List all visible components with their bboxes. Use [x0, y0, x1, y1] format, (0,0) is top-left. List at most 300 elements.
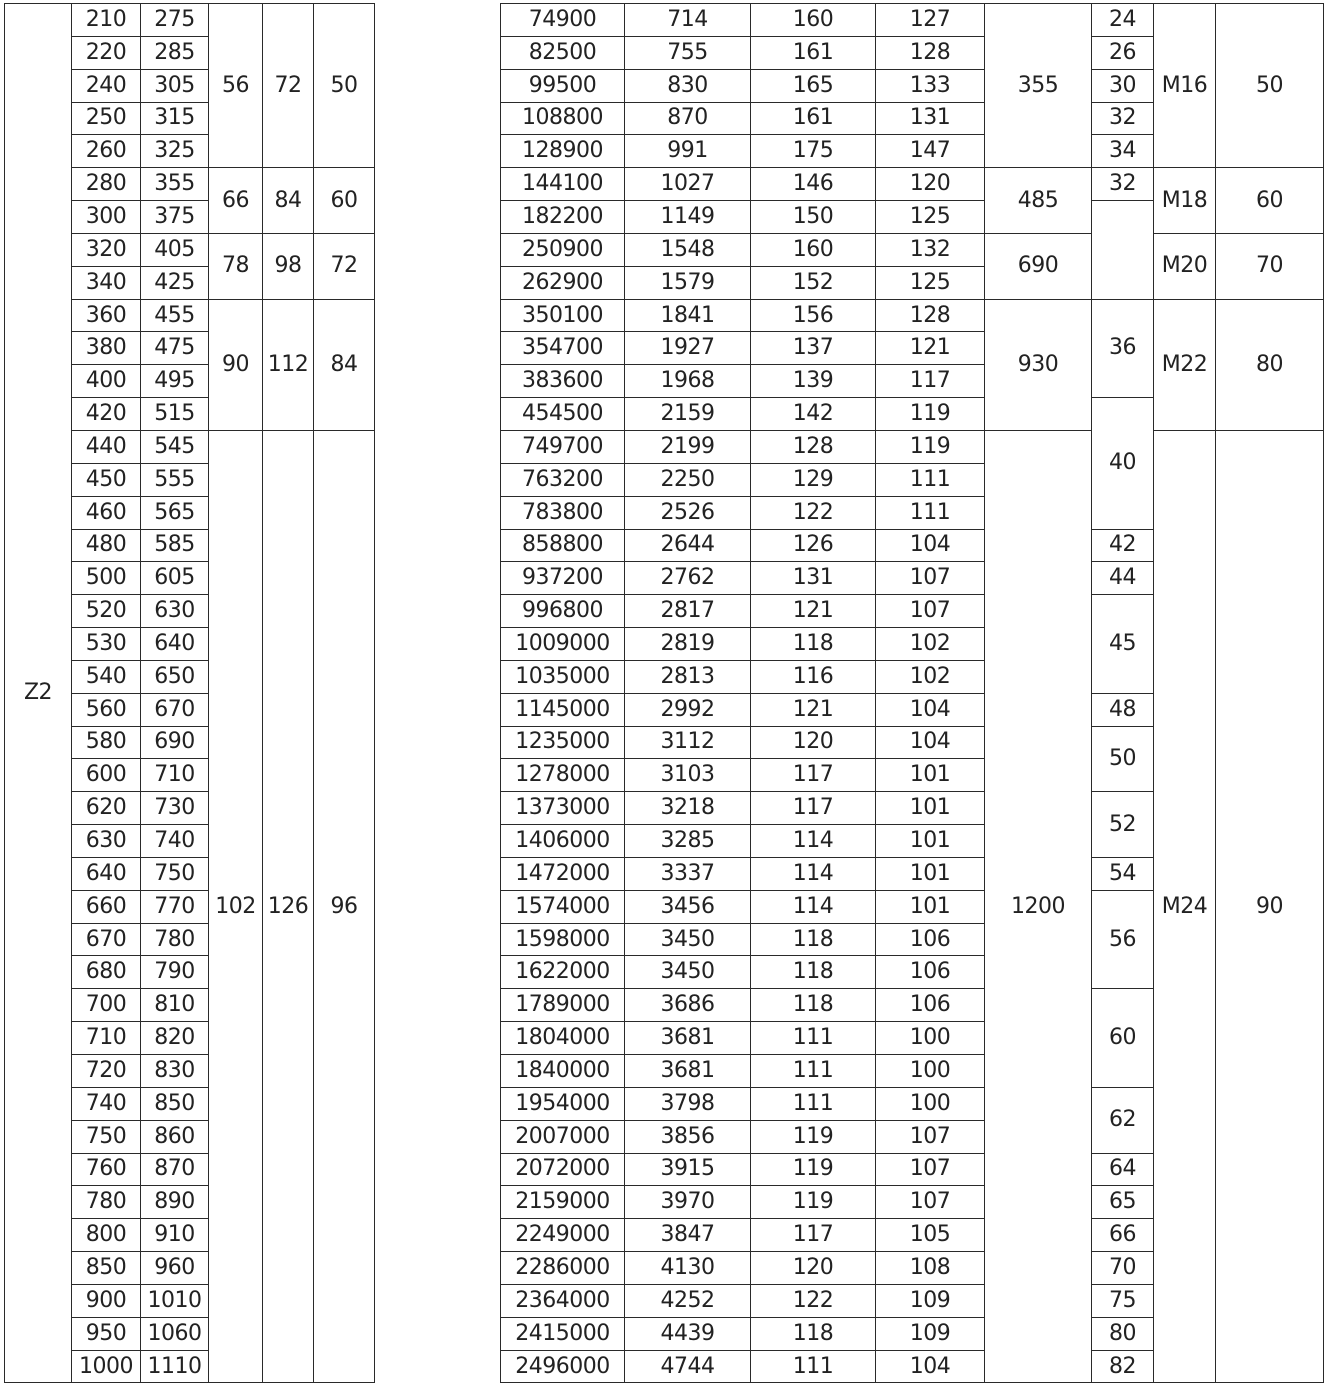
value-k-cell: 32: [1092, 168, 1154, 201]
value-h-cell: 160: [751, 233, 876, 266]
value-i-cell: 133: [876, 69, 985, 102]
size-cell: 640: [72, 857, 141, 890]
size-cell: 720: [72, 1055, 141, 1088]
value-k-cell: 24: [1092, 4, 1154, 37]
outer-size-cell: 640: [141, 628, 209, 661]
value-h-cell: 160: [751, 4, 876, 37]
size-cell: 560: [72, 693, 141, 726]
value-g-cell: 755: [625, 36, 751, 69]
value-i-cell: 108: [876, 1252, 985, 1285]
value-k-cell: 42: [1092, 529, 1154, 562]
table-row: [5, 168, 1324, 201]
outer-size-cell: 710: [141, 759, 209, 792]
value-h-cell: 119: [751, 1120, 876, 1153]
bolt-count-cell: 60: [1216, 168, 1324, 234]
value-h-cell: 118: [751, 989, 876, 1022]
table-row: [5, 135, 1324, 168]
outer-size-cell: 820: [141, 1022, 209, 1055]
value-g-cell: 3798: [625, 1087, 751, 1120]
value-h-cell: 117: [751, 759, 876, 792]
value-h-cell: 114: [751, 825, 876, 858]
value-i-cell: 128: [876, 36, 985, 69]
size-cell: 710: [72, 1022, 141, 1055]
dim-c-cell: 56: [209, 4, 263, 168]
table-row: [5, 1153, 1324, 1186]
value-h-cell: 126: [751, 529, 876, 562]
model-cell: Z2: [5, 4, 72, 1383]
value-h-cell: 111: [751, 1055, 876, 1088]
outer-size-cell: 495: [141, 365, 209, 398]
value-f-cell: 108800: [501, 102, 625, 135]
value-k-cell: 60: [1092, 989, 1154, 1088]
table-row: [5, 595, 1324, 628]
outer-size-cell: 325: [141, 135, 209, 168]
table-row: [5, 398, 1324, 431]
bolt-count-cell: 50: [1216, 4, 1324, 168]
value-f-cell: 1804000: [501, 1022, 625, 1055]
value-f-cell: 2364000: [501, 1284, 625, 1317]
size-cell: 760: [72, 1153, 141, 1186]
size-cell: 220: [72, 36, 141, 69]
table-row: [5, 890, 1324, 923]
size-cell: 670: [72, 923, 141, 956]
value-h-cell: 111: [751, 1022, 876, 1055]
value-f-cell: 1954000: [501, 1087, 625, 1120]
value-j-cell: 930: [985, 299, 1092, 430]
value-i-cell: 120: [876, 168, 985, 201]
value-f-cell: 996800: [501, 595, 625, 628]
size-cell: 440: [72, 430, 141, 463]
value-f-cell: 1406000: [501, 825, 625, 858]
table-body: [5, 4, 1324, 1383]
size-cell: 530: [72, 628, 141, 661]
value-i-cell: 132: [876, 233, 985, 266]
value-k-cell: [1092, 201, 1154, 300]
value-h-cell: 116: [751, 660, 876, 693]
size-cell: 600: [72, 759, 141, 792]
outer-size-cell: 425: [141, 266, 209, 299]
size-cell: 700: [72, 989, 141, 1022]
outer-size-cell: 585: [141, 529, 209, 562]
value-f-cell: 2072000: [501, 1153, 625, 1186]
value-g-cell: 3103: [625, 759, 751, 792]
bolt-size-cell: M24: [1154, 430, 1216, 1382]
outer-size-cell: 910: [141, 1219, 209, 1252]
size-cell: 300: [72, 201, 141, 234]
value-g-cell: 2199: [625, 430, 751, 463]
table-row: [5, 1350, 1324, 1383]
size-cell: 340: [72, 266, 141, 299]
value-g-cell: 830: [625, 69, 751, 102]
size-cell: 380: [72, 332, 141, 365]
size-cell: 460: [72, 496, 141, 529]
value-i-cell: 107: [876, 1186, 985, 1219]
value-f-cell: 354700: [501, 332, 625, 365]
value-g-cell: 3681: [625, 1022, 751, 1055]
table-row: [5, 4, 1324, 37]
outer-size-cell: 790: [141, 956, 209, 989]
table-row: [5, 792, 1324, 825]
value-i-cell: 127: [876, 4, 985, 37]
value-h-cell: 114: [751, 857, 876, 890]
size-cell: 800: [72, 1219, 141, 1252]
value-h-cell: 118: [751, 956, 876, 989]
table-row: [5, 201, 1324, 234]
value-f-cell: 182200: [501, 201, 625, 234]
value-k-cell: 64: [1092, 1153, 1154, 1186]
value-k-cell: 52: [1092, 792, 1154, 858]
bolt-count-cell: 90: [1216, 430, 1324, 1382]
value-g-cell: 4130: [625, 1252, 751, 1285]
dim-d-cell: 72: [263, 4, 314, 168]
value-f-cell: 262900: [501, 266, 625, 299]
value-f-cell: 2159000: [501, 1186, 625, 1219]
value-i-cell: 125: [876, 266, 985, 299]
size-cell: 630: [72, 825, 141, 858]
value-f-cell: 783800: [501, 496, 625, 529]
outer-size-cell: 355: [141, 168, 209, 201]
value-h-cell: 121: [751, 595, 876, 628]
outer-size-cell: 565: [141, 496, 209, 529]
value-i-cell: 100: [876, 1055, 985, 1088]
value-k-cell: 75: [1092, 1284, 1154, 1317]
dim-d-cell: 126: [263, 430, 314, 1382]
value-j-cell: 355: [985, 4, 1092, 168]
value-g-cell: 3681: [625, 1055, 751, 1088]
dim-e-cell: 50: [314, 4, 375, 168]
value-i-cell: 104: [876, 726, 985, 759]
outer-size-cell: 740: [141, 825, 209, 858]
dim-e-cell: 60: [314, 168, 375, 234]
value-g-cell: 2526: [625, 496, 751, 529]
size-cell: 950: [72, 1317, 141, 1350]
outer-size-cell: 650: [141, 660, 209, 693]
value-f-cell: 2496000: [501, 1350, 625, 1383]
bolt-size-cell: M22: [1154, 299, 1216, 430]
value-h-cell: 119: [751, 1153, 876, 1186]
outer-size-cell: 690: [141, 726, 209, 759]
table-row: [5, 529, 1324, 562]
value-f-cell: 2249000: [501, 1219, 625, 1252]
spec-table: [4, 3, 1324, 1383]
value-i-cell: 128: [876, 299, 985, 332]
outer-size-cell: 780: [141, 923, 209, 956]
table-row: [5, 1087, 1324, 1120]
value-g-cell: 870: [625, 102, 751, 135]
value-g-cell: 2992: [625, 693, 751, 726]
size-cell: 580: [72, 726, 141, 759]
value-h-cell: 119: [751, 1186, 876, 1219]
value-h-cell: 111: [751, 1087, 876, 1120]
outer-size-cell: 405: [141, 233, 209, 266]
value-k-cell: 34: [1092, 135, 1154, 168]
size-cell: 850: [72, 1252, 141, 1285]
size-cell: 420: [72, 398, 141, 431]
size-cell: 250: [72, 102, 141, 135]
value-g-cell: 3970: [625, 1186, 751, 1219]
value-f-cell: 350100: [501, 299, 625, 332]
size-cell: 680: [72, 956, 141, 989]
value-f-cell: 1373000: [501, 792, 625, 825]
value-k-cell: 48: [1092, 693, 1154, 726]
outer-size-cell: 1010: [141, 1284, 209, 1317]
size-cell: 400: [72, 365, 141, 398]
outer-size-cell: 275: [141, 4, 209, 37]
value-g-cell: 3686: [625, 989, 751, 1022]
outer-size-cell: 315: [141, 102, 209, 135]
value-g-cell: 3915: [625, 1153, 751, 1186]
outer-size-cell: 555: [141, 463, 209, 496]
value-f-cell: 858800: [501, 529, 625, 562]
value-h-cell: 165: [751, 69, 876, 102]
value-h-cell: 120: [751, 1252, 876, 1285]
value-g-cell: 3450: [625, 956, 751, 989]
outer-size-cell: 475: [141, 332, 209, 365]
value-i-cell: 106: [876, 956, 985, 989]
value-g-cell: 714: [625, 4, 751, 37]
outer-size-cell: 630: [141, 595, 209, 628]
size-cell: 520: [72, 595, 141, 628]
table-row: [5, 69, 1324, 102]
value-g-cell: 3285: [625, 825, 751, 858]
dim-c-cell: 78: [209, 233, 263, 299]
value-h-cell: 121: [751, 693, 876, 726]
value-f-cell: 1622000: [501, 956, 625, 989]
value-i-cell: 121: [876, 332, 985, 365]
table-row: [5, 989, 1324, 1022]
size-cell: 780: [72, 1186, 141, 1219]
value-f-cell: 99500: [501, 69, 625, 102]
value-i-cell: 102: [876, 660, 985, 693]
value-h-cell: 117: [751, 1219, 876, 1252]
value-k-cell: 65: [1092, 1186, 1154, 1219]
value-f-cell: 937200: [501, 562, 625, 595]
value-h-cell: 137: [751, 332, 876, 365]
size-cell: 750: [72, 1120, 141, 1153]
dim-d-cell: 98: [263, 233, 314, 299]
value-h-cell: 175: [751, 135, 876, 168]
value-g-cell: 991: [625, 135, 751, 168]
value-f-cell: 454500: [501, 398, 625, 431]
value-g-cell: 3456: [625, 890, 751, 923]
value-i-cell: 106: [876, 923, 985, 956]
value-i-cell: 101: [876, 890, 985, 923]
value-i-cell: 111: [876, 463, 985, 496]
size-cell: 660: [72, 890, 141, 923]
size-cell: 1000: [72, 1350, 141, 1383]
value-h-cell: 117: [751, 792, 876, 825]
table-row: [5, 857, 1324, 890]
value-g-cell: 1548: [625, 233, 751, 266]
value-i-cell: 147: [876, 135, 985, 168]
value-f-cell: 383600: [501, 365, 625, 398]
value-g-cell: 4439: [625, 1317, 751, 1350]
value-k-cell: 70: [1092, 1252, 1154, 1285]
value-f-cell: 1789000: [501, 989, 625, 1022]
value-i-cell: 107: [876, 1153, 985, 1186]
size-cell: 260: [72, 135, 141, 168]
value-i-cell: 100: [876, 1087, 985, 1120]
value-h-cell: 129: [751, 463, 876, 496]
size-cell: 240: [72, 69, 141, 102]
value-k-cell: 54: [1092, 857, 1154, 890]
value-f-cell: 749700: [501, 430, 625, 463]
size-cell: 320: [72, 233, 141, 266]
dim-e-cell: 84: [314, 299, 375, 430]
value-i-cell: 100: [876, 1022, 985, 1055]
value-g-cell: 3337: [625, 857, 751, 890]
value-g-cell: 1027: [625, 168, 751, 201]
value-g-cell: 3450: [625, 923, 751, 956]
table-row: [5, 1186, 1324, 1219]
table-row: [5, 693, 1324, 726]
size-cell: 900: [72, 1284, 141, 1317]
size-cell: 500: [72, 562, 141, 595]
bolt-size-cell: M16: [1154, 4, 1216, 168]
value-i-cell: 131: [876, 102, 985, 135]
value-h-cell: 122: [751, 1284, 876, 1317]
value-i-cell: 107: [876, 1120, 985, 1153]
value-k-cell: 80: [1092, 1317, 1154, 1350]
value-i-cell: 117: [876, 365, 985, 398]
value-h-cell: 114: [751, 890, 876, 923]
value-i-cell: 102: [876, 628, 985, 661]
size-cell: 620: [72, 792, 141, 825]
value-h-cell: 150: [751, 201, 876, 234]
value-i-cell: 111: [876, 496, 985, 529]
dim-c-cell: 102: [209, 430, 263, 1382]
bolt-count-cell: 70: [1216, 233, 1324, 299]
value-f-cell: 1840000: [501, 1055, 625, 1088]
outer-size-cell: 960: [141, 1252, 209, 1285]
value-g-cell: 4252: [625, 1284, 751, 1317]
value-i-cell: 105: [876, 1219, 985, 1252]
size-cell: 450: [72, 463, 141, 496]
value-j-cell: 485: [985, 168, 1092, 234]
value-k-cell: 62: [1092, 1087, 1154, 1153]
value-h-cell: 131: [751, 562, 876, 595]
outer-size-cell: 285: [141, 36, 209, 69]
value-k-cell: 66: [1092, 1219, 1154, 1252]
value-k-cell: 40: [1092, 398, 1154, 529]
value-i-cell: 101: [876, 792, 985, 825]
value-i-cell: 107: [876, 595, 985, 628]
table-row: [5, 562, 1324, 595]
value-h-cell: 152: [751, 266, 876, 299]
outer-size-cell: 605: [141, 562, 209, 595]
value-g-cell: 1968: [625, 365, 751, 398]
value-j-cell: 690: [985, 233, 1092, 299]
value-g-cell: 3218: [625, 792, 751, 825]
value-h-cell: 118: [751, 923, 876, 956]
dim-e-cell: 72: [314, 233, 375, 299]
value-k-cell: 45: [1092, 595, 1154, 694]
outer-size-cell: 670: [141, 693, 209, 726]
value-h-cell: 156: [751, 299, 876, 332]
outer-size-cell: 750: [141, 857, 209, 890]
bolt-count-cell: 80: [1216, 299, 1324, 430]
value-f-cell: 2007000: [501, 1120, 625, 1153]
outer-size-cell: 1060: [141, 1317, 209, 1350]
value-k-cell: 56: [1092, 890, 1154, 989]
value-i-cell: 107: [876, 562, 985, 595]
size-cell: 540: [72, 660, 141, 693]
outer-size-cell: 730: [141, 792, 209, 825]
value-i-cell: 119: [876, 430, 985, 463]
value-g-cell: 1579: [625, 266, 751, 299]
value-f-cell: 763200: [501, 463, 625, 496]
value-f-cell: 1235000: [501, 726, 625, 759]
value-h-cell: 122: [751, 496, 876, 529]
value-g-cell: 2762: [625, 562, 751, 595]
value-h-cell: 161: [751, 102, 876, 135]
outer-size-cell: 870: [141, 1153, 209, 1186]
value-f-cell: 1598000: [501, 923, 625, 956]
value-f-cell: 74900: [501, 4, 625, 37]
outer-size-cell: 1110: [141, 1350, 209, 1383]
value-f-cell: 1574000: [501, 890, 625, 923]
table-row: [5, 1317, 1324, 1350]
outer-size-cell: 830: [141, 1055, 209, 1088]
value-k-cell: 30: [1092, 69, 1154, 102]
value-i-cell: 106: [876, 989, 985, 1022]
value-g-cell: 1841: [625, 299, 751, 332]
value-i-cell: 101: [876, 825, 985, 858]
value-f-cell: 1278000: [501, 759, 625, 792]
dim-d-cell: 112: [263, 299, 314, 430]
value-f-cell: 1145000: [501, 693, 625, 726]
value-g-cell: 2644: [625, 529, 751, 562]
value-h-cell: 161: [751, 36, 876, 69]
value-g-cell: 2159: [625, 398, 751, 431]
size-cell: 740: [72, 1087, 141, 1120]
value-i-cell: 125: [876, 201, 985, 234]
value-g-cell: 4744: [625, 1350, 751, 1383]
outer-size-cell: 305: [141, 69, 209, 102]
table-row: [5, 726, 1324, 759]
value-g-cell: 2819: [625, 628, 751, 661]
size-cell: 360: [72, 299, 141, 332]
outer-size-cell: 810: [141, 989, 209, 1022]
value-k-cell: 44: [1092, 562, 1154, 595]
value-g-cell: 3847: [625, 1219, 751, 1252]
table-row: [5, 299, 1324, 332]
dim-d-cell: 84: [263, 168, 314, 234]
size-cell: 210: [72, 4, 141, 37]
value-g-cell: 1149: [625, 201, 751, 234]
value-i-cell: 101: [876, 857, 985, 890]
value-i-cell: 109: [876, 1284, 985, 1317]
value-f-cell: 1472000: [501, 857, 625, 890]
value-i-cell: 119: [876, 398, 985, 431]
value-h-cell: 111: [751, 1350, 876, 1383]
value-k-cell: 50: [1092, 726, 1154, 792]
value-g-cell: 3112: [625, 726, 751, 759]
bolt-size-cell: M18: [1154, 168, 1216, 234]
value-f-cell: 1009000: [501, 628, 625, 661]
value-f-cell: 2415000: [501, 1317, 625, 1350]
value-k-cell: 36: [1092, 299, 1154, 398]
value-g-cell: 2250: [625, 463, 751, 496]
value-i-cell: 109: [876, 1317, 985, 1350]
table-row: [5, 1284, 1324, 1317]
value-g-cell: 1927: [625, 332, 751, 365]
value-h-cell: 120: [751, 726, 876, 759]
size-cell: 480: [72, 529, 141, 562]
value-j-cell: 1200: [985, 430, 1092, 1382]
value-h-cell: 118: [751, 1317, 876, 1350]
value-f-cell: 82500: [501, 36, 625, 69]
